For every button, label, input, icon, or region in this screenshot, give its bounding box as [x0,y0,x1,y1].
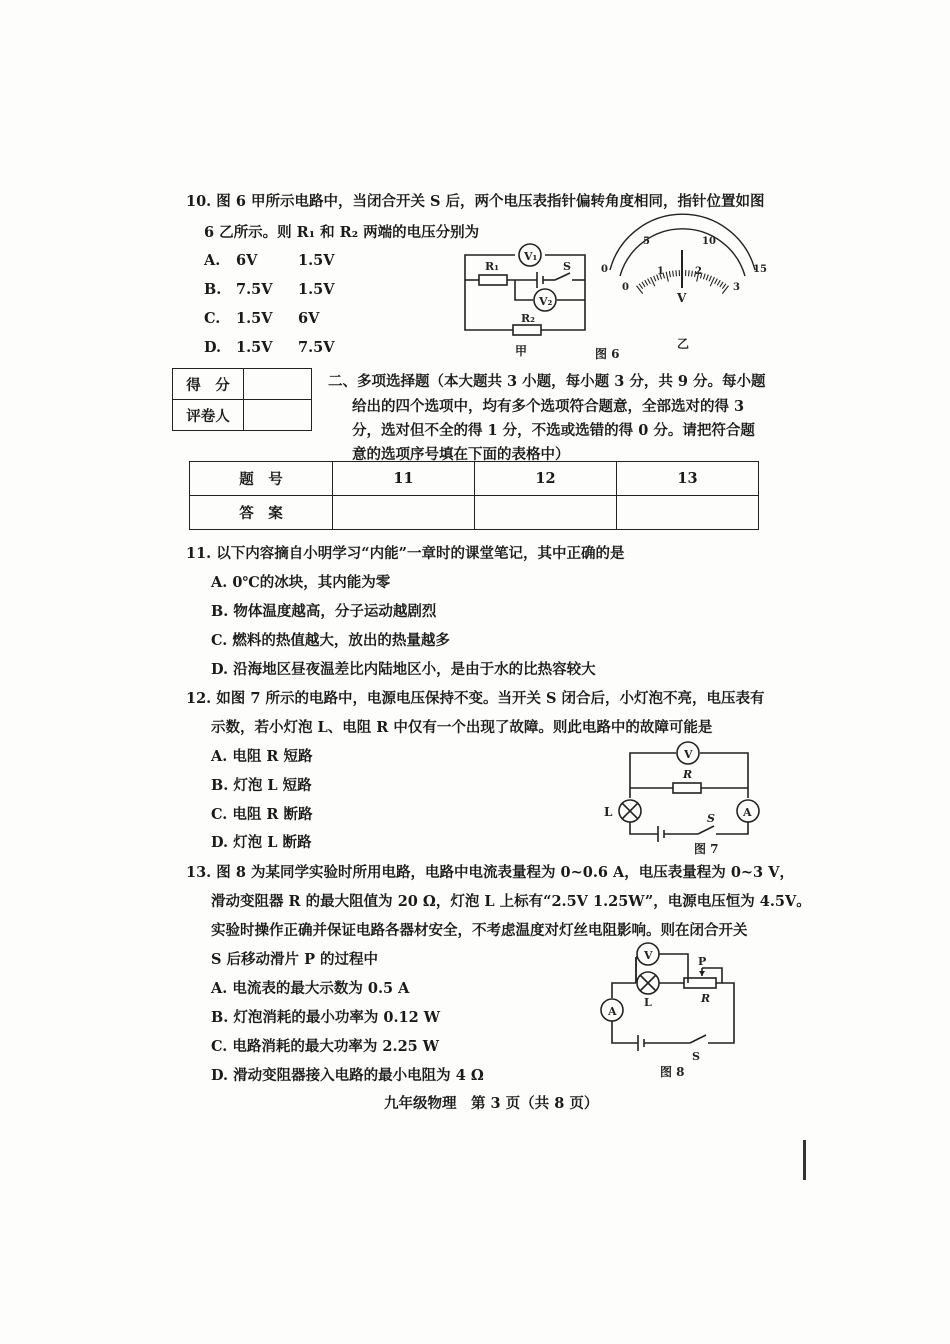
dial-tick [648,279,651,284]
wire [716,822,748,834]
option-r1: 6V [236,252,258,269]
dial-tick [709,276,711,282]
scale-top-15: 15 [753,264,767,275]
q13-option-d: D. 滑动变阻器接入电路的最小电阻为 4 Ω [211,1067,484,1084]
q13-option-b: B. 灯泡消耗的最小功率为 0.12 W [211,1009,441,1026]
option-r2: 1.5V [298,281,335,298]
option-r1: 1.5V [236,310,273,327]
resistor-r2 [513,325,541,335]
q12-option-c: C. 电阻 R 断路 [211,806,313,823]
q13-option-a: A. 电流表的最大示数为 0.5 A [211,980,410,997]
option-r2: 1.5V [298,252,335,269]
figure-8-caption: 图 8 [660,1065,685,1079]
label-a: A [608,1005,617,1018]
question-number: 13 [617,462,759,496]
figure-7-diagram [598,738,778,858]
figure-8 [598,940,748,1080]
scale-bottom-0: 0 [622,282,629,293]
q12-stem-line2: 示数，若小灯泡 L、电阻 R 中仅有一个出现了故障。则此电路中的故障可能是 [211,719,713,736]
q11-option-b: B. 物体温度越高，分子运动越剧烈 [211,603,437,620]
q13-stem-line1: 13. 图 8 为某同学实验时所用电路，电路中电流表量程为 0~0.6 A，电压表量程为 0~3 V， [186,864,794,881]
section2-line2: 给出的四个选项中，均有多个选项符合题意，全部选对的得 3 [352,398,745,415]
q10-option-c [204,310,319,327]
label-s: S [692,1050,700,1063]
answer-cell[interactable] [333,496,475,530]
dial-tick [706,275,708,281]
q13-option-c: C. 电路消耗的最大功率为 2.25 W [211,1038,440,1055]
wire [700,753,748,798]
scale-top-10: 10 [702,236,716,247]
q10-stem-line1: 10. 图 6 甲所示电路中，当闭合开关 S 后，两个电压表指针偏转角度相同，指针位置如图 [186,193,765,210]
dial-tick [715,279,718,284]
answer-label: 答 案 [190,496,333,530]
wire [702,968,722,983]
option-r1: 1.5V [236,339,273,356]
wire [630,753,676,798]
label-r: R [701,992,711,1005]
dial-tick [673,271,674,277]
figure-6 [455,230,785,365]
label-r: R [683,768,693,781]
option-letter: A. [204,252,221,269]
section2-line4: 意的选项序号填在下面的表格中） [352,446,570,463]
q11-stem: 11. 以下内容摘自小明学习“内能”一章时的课堂笔记，其中正确的是 [186,545,625,562]
score-box [172,368,312,431]
scale-bottom-1: 1 [657,266,664,277]
grader-cell[interactable] [244,400,312,431]
wire [515,280,533,300]
dial-tick [669,271,670,277]
dial-tick [676,270,677,276]
figure-6-caption: 图 6 [595,347,620,361]
label-v: V [684,748,693,761]
label-s: S [563,260,571,273]
circuit-8 [601,943,734,1051]
answer-cell[interactable] [475,496,617,530]
scale-bottom-2: 2 [695,266,702,277]
label-r1: R₁ [485,260,499,273]
scan-mark [803,1140,806,1180]
question-number: 11 [333,462,475,496]
switch-s [698,826,714,834]
page-footer: 九年级物理 第 3 页（共 8 页） [384,1095,599,1112]
q11-option-d: D. 沿海地区昼夜温差比内陆地区小，是由于水的比热容较大 [211,661,596,678]
score-label: 得 分 [173,369,244,400]
q10-option-a [204,252,334,269]
option-r2: 7.5V [298,339,335,356]
sub-caption-jia: 甲 [515,344,528,358]
dial-tick [717,280,720,285]
option-letter: C. [204,310,221,327]
q12-stem-line1: 12. 如图 7 所示的电路中，电源电压保持不变。当开关 S 闭合后，小灯泡不亮，电压表有 [186,690,765,707]
q10-stem-line2: 6 乙所示。则 R₁ 和 R₂ 两端的电压分别为 [204,224,480,241]
scale-bottom-3: 3 [733,282,740,293]
figure-6-diagram [455,230,785,365]
dial-tick [692,271,693,277]
q12-option-b: B. 灯泡 L 短路 [211,777,312,794]
label-v: V [644,949,653,962]
label-v2: V₂ [539,295,553,308]
wire [630,822,658,834]
label-p: P [698,955,707,968]
dial-tick [642,282,645,287]
dial-tick [720,282,723,287]
figure-7-caption: 图 7 [694,842,719,856]
header-label: 题 号 [190,462,333,496]
wire [708,983,734,1043]
answer-table [189,461,759,530]
resistor-r [673,783,701,793]
label-l: L [604,805,613,819]
dial-tick [639,284,642,289]
q12-option-d: D. 灯泡 L 断路 [211,834,312,851]
dial-tick [722,284,725,289]
dial-tick [703,274,705,280]
label-r2: R₂ [521,312,535,325]
q13-stem-line2: 滑动变阻器 R 的最大阻值为 20 Ω，灯泡 L 上标有“2.5V 1.25W”，电源电压恒为 4.5V。 [211,893,811,910]
wire [612,1021,638,1043]
question-number: 12 [475,462,617,496]
sub-caption-yi: 乙 [677,337,690,351]
score-cell[interactable] [244,369,312,400]
option-letter: D. [204,339,222,356]
label-l: L [644,996,652,1009]
q13-stem-line4: S 后移动滑片 P 的过程中 [211,951,379,968]
dial-tick [666,272,668,282]
section2-line1: 二、多项选择题（本大题共 3 小题，每小题 3 分，共 9 分。每小题 [328,373,766,390]
q13-stem-line3: 实验时操作正确并保证电路各器材安全，不考虑温度对灯丝电阻影响。则在闭合开关 [211,922,748,939]
dial-tick [645,280,648,285]
option-r2: 6V [298,310,320,327]
option-r1: 7.5V [236,281,273,298]
section2-line3: 分，选对但不全的得 1 分，不选或选错的得 0 分。请把符合题 [352,422,755,439]
figure-7 [598,738,778,858]
answer-cell[interactable] [617,496,759,530]
label-v1: V₁ [524,250,538,263]
meter-unit-label: V [677,291,687,305]
figure-8-diagram [598,940,748,1080]
dial-tick [654,276,656,282]
switch-s [555,273,570,280]
wire [612,983,636,998]
slider-arrow [699,971,705,976]
scale-top-0: 0 [601,264,608,275]
dial-tick [689,270,690,276]
grader-label: 评卷人 [173,400,244,431]
q10-option-d [204,339,334,356]
q12-option-a: A. 电阻 R 短路 [211,748,313,765]
label-a: A [743,806,752,819]
q11-option-a: A. 0℃的冰块，其内能为零 [211,574,391,591]
option-letter: B. [204,281,222,298]
switch-s [690,1035,706,1043]
q10-option-b [204,281,334,298]
resistor-r1 [479,275,507,285]
q11-option-c: C. 燃料的热值越大，放出的热量越多 [211,632,450,649]
scale-top-5: 5 [643,236,650,247]
label-s: S [707,812,715,825]
